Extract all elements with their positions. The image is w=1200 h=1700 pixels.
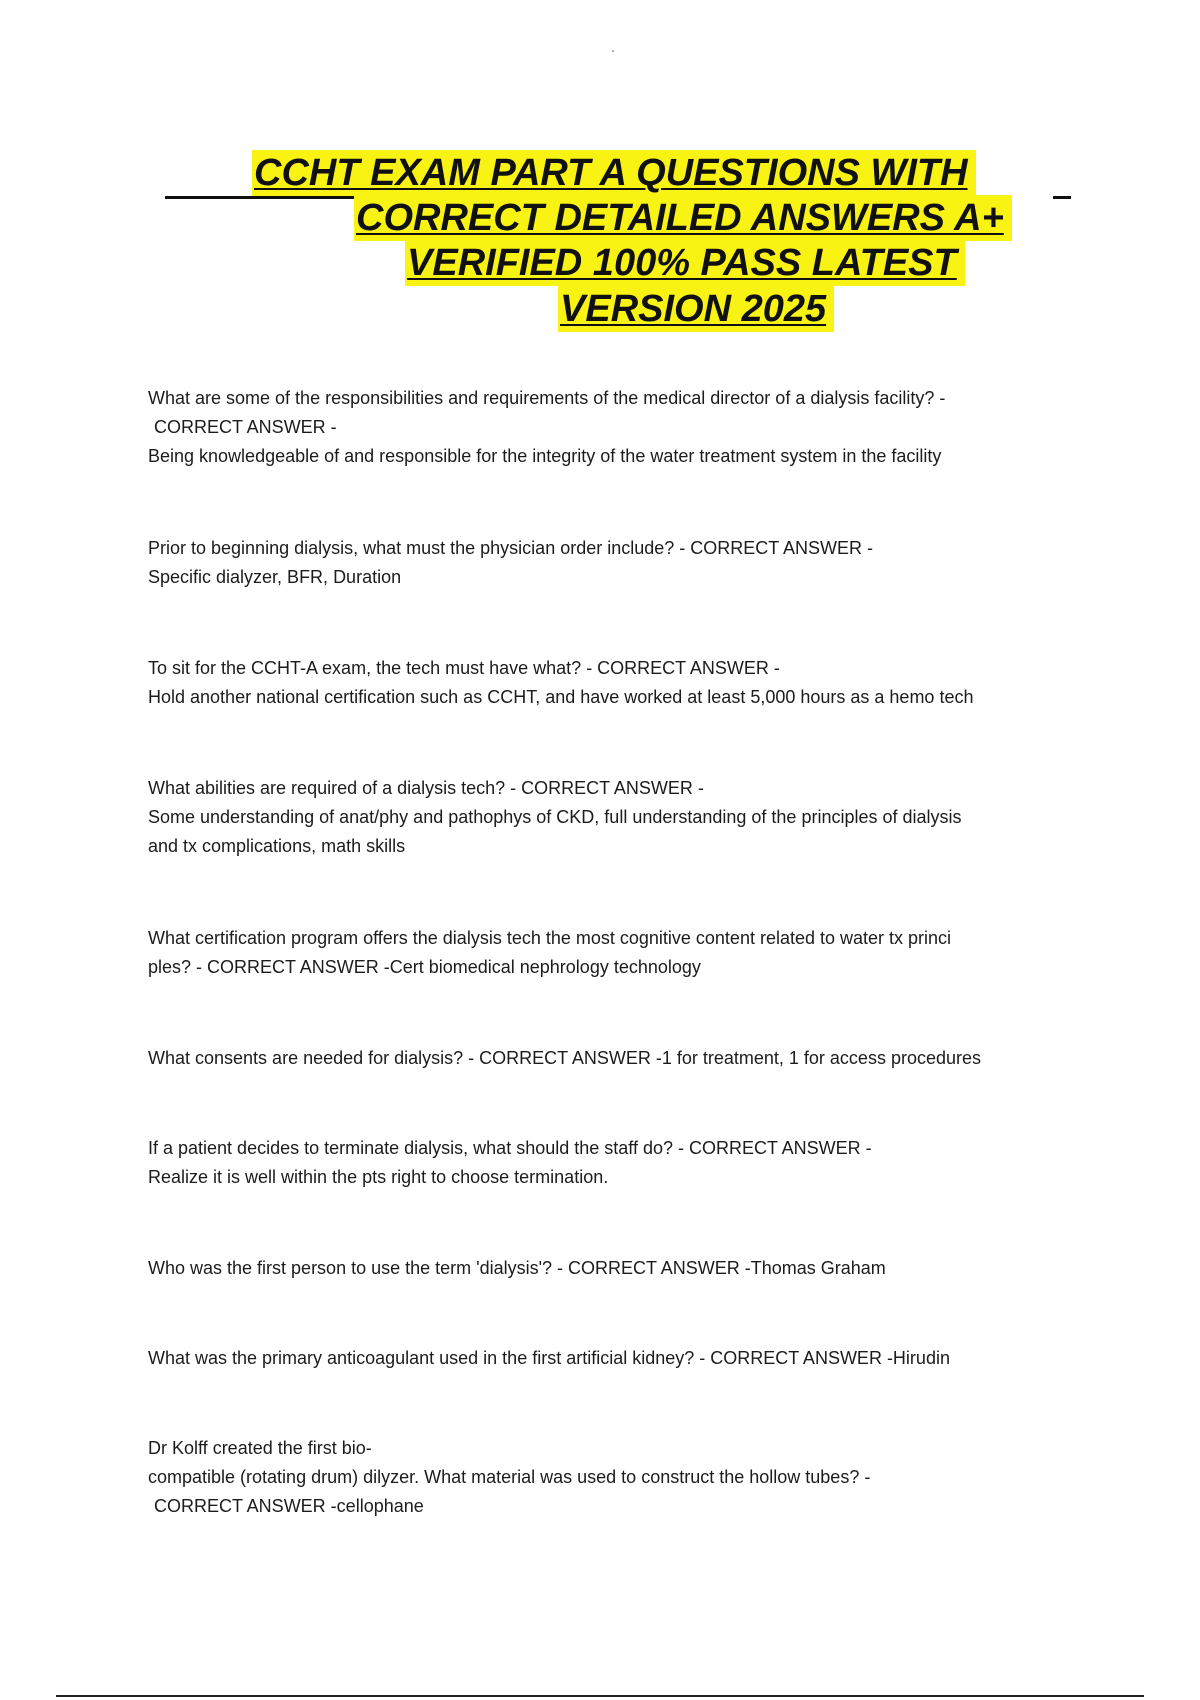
qa-answer-line: Hold another national certification such as CCHT, and have worked at least 5,000 hours as a hemo tech	[148, 687, 974, 707]
title-rule-right	[1053, 196, 1071, 199]
qa-question-line: What consents are needed for dialysis? - CORRECT ANSWER -1 for treatment, 1 for access procedures	[148, 1048, 982, 1068]
qa-answer-line: and tx complications, math skills	[148, 836, 406, 856]
qa-answer-line: Realize it is well within the pts right to choose termination.	[148, 1167, 609, 1187]
qa-item	[148, 1344, 1078, 1373]
qa-question-line: What abilities are required of a dialysis tech? - CORRECT ANSWER -	[148, 778, 704, 798]
qa-item	[148, 1254, 1078, 1283]
qa-question-line: What certification program offers the dialysis tech the most cognitive content related to water tx princi	[148, 928, 952, 948]
qa-item	[148, 654, 1078, 712]
qa-item	[148, 534, 1078, 592]
page-speck	[612, 50, 614, 52]
title-line-3: VERIFIED 100% PASS LATEST	[405, 240, 965, 286]
title-rule-left	[165, 196, 355, 199]
qa-answer-line: Specific dialyzer, BFR, Duration	[148, 567, 402, 587]
qa-item	[148, 774, 1078, 861]
footer-rule	[56, 1695, 1144, 1697]
qa-question-line: Dr Kolff created the first bio-	[148, 1438, 372, 1458]
qa-item	[148, 1134, 1078, 1192]
qa-answer-label: CORRECT ANSWER -	[154, 417, 337, 437]
title-line-1: CCHT EXAM PART A QUESTIONS WITH	[252, 150, 976, 196]
qa-question-line: Prior to beginning dialysis, what must the physician order include? - CORRECT ANSWER -	[148, 538, 873, 558]
qa-question-line: Who was the first person to use the term 'dialysis'? - CORRECT ANSWER -Thomas Graham	[148, 1258, 886, 1278]
qa-item	[148, 1434, 1078, 1521]
qa-answer-line: Some understanding of anat/phy and pathophys of CKD, full understanding of the principles of dialysis	[148, 807, 962, 827]
qa-answer-line: ples? - CORRECT ANSWER -Cert biomedical nephrology technology	[148, 957, 701, 977]
title-line-4: VERSION 2025	[558, 286, 834, 332]
qa-item	[148, 1044, 1078, 1073]
qa-item	[148, 384, 1078, 471]
qa-question-line: compatible (rotating drum) dilyzer. What material was used to construct the hollow tubes? -	[148, 1467, 871, 1487]
qa-answer-line: Being knowledgeable of and responsible for the integrity of the water treatment system in the facility	[148, 446, 942, 466]
qa-question-line: What was the primary anticoagulant used in the first artificial kidney? - CORRECT ANSWER -Hirudin	[148, 1348, 950, 1368]
qa-item	[148, 924, 1078, 982]
qa-question-line: To sit for the CCHT-A exam, the tech must have what? - CORRECT ANSWER -	[148, 658, 780, 678]
qa-answer-line: CORRECT ANSWER -cellophane	[154, 1496, 424, 1516]
qa-question-line: What are some of the responsibilities and requirements of the medical director of a dialysis facility? -	[148, 388, 946, 408]
title-line-2: CORRECT DETAILED ANSWERS A+	[354, 195, 1012, 241]
qa-question-line: If a patient decides to terminate dialysis, what should the staff do? - CORRECT ANSWER -	[148, 1138, 872, 1158]
